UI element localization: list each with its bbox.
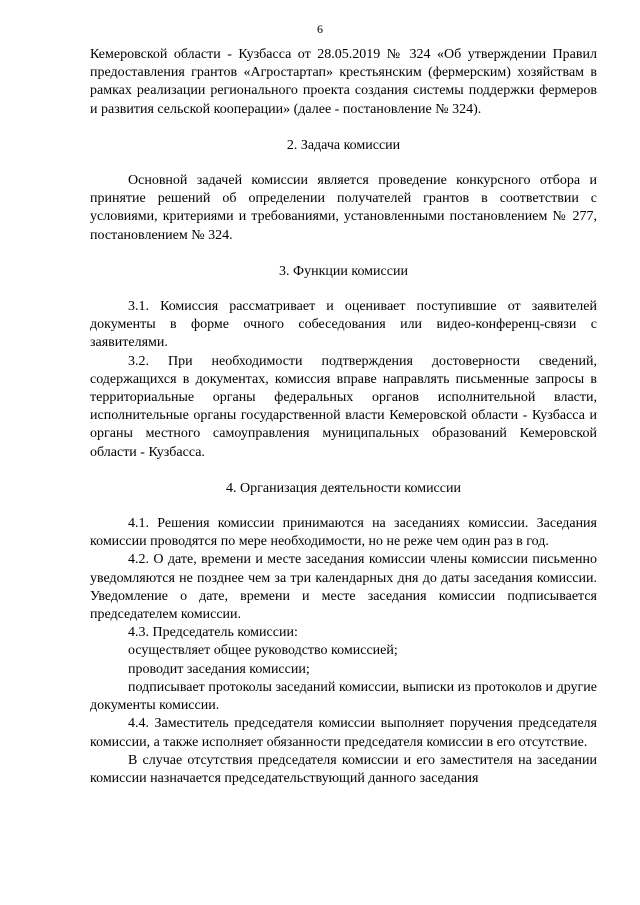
section-4-paragraph-6: подписывает протоколы заседаний комиссии, выписки из протоколов и другие документы комиссии. bbox=[90, 679, 597, 714]
section-4-heading: 4. Организация деятельности комиссии bbox=[226, 480, 461, 496]
section-4-paragraph-5: проводит заседания комиссии; bbox=[128, 661, 310, 677]
section-4-paragraph-2: 4.2. О дате, времени и месте заседания комиссии члены комиссии письменно уведомляются не позднее чем за три календарных дня до даты заседания комиссии. Уведомление о дате, времени и месте заседания комиссии подписывается председателем комиссии. bbox=[90, 552, 597, 623]
section-4-paragraph-4: осуществляет общее руководство комиссией; bbox=[128, 643, 398, 659]
document-body bbox=[90, 46, 597, 788]
section-4-paragraph-1: 4.1. Решения комиссии принимаются на заседаниях комиссии. Заседания комиссии проводятся по мере необходимости, но не реже чем один раз в год. bbox=[90, 516, 597, 550]
section-4-paragraph-8: В случае отсутствия председателя комиссии и его заместителя на заседании комиссии назначается председательствующий данного заседания bbox=[90, 752, 597, 786]
section-3-heading: 3. Функции комиссии bbox=[279, 263, 408, 279]
page-number: 6 bbox=[317, 22, 323, 36]
section-2-paragraph: Основной задачей комиссии является проведение конкурсного отбора и принятие решений об определении получателей грантов в соответствии с условиями, критериями и требованиями, установленными постановлением № 277, постановлением № 324. bbox=[90, 173, 597, 243]
section-2-heading: 2. Задача комиссии bbox=[286, 137, 401, 153]
section-3-paragraph-2: 3.2. При необходимости подтверждения достоверности сведений, содержащихся в документах, комиссия вправе направлять письменные запросы в территориальные органы федеральных органов исполнительной власти, исполнительные органы государственной власти Кемеровской области - Кузбасса и органы местного самоуправления муниципальных образований Кемеровской области - Кузбасса. bbox=[90, 353, 597, 460]
section-4-paragraph-7: 4.4. Заместитель председателя комиссии выполняет поручения председателя комиссии, а также исполняет обязанности председателя комиссии в его отсутствие. bbox=[90, 716, 597, 750]
section-3-paragraph-1: 3.1. Комиссия рассматривает и оценивает поступившие от заявителей документы в форме очного собеседования или видео-конференц-связи с заявителями. bbox=[90, 299, 597, 351]
paragraph-intro: Кемеровской области - Кузбасса от 28.05.2019 № 324 «Об утверждении Правил предоставления грантов «Агростартап» крестьянским (фермерским) хозяйствам в рамках реализации регионального проекта создания системы поддержки фермеров и развития сельской кооперации» (далее - постановление № 324). bbox=[90, 47, 597, 117]
section-4-paragraph-3: 4.3. Председатель комиссии: bbox=[128, 625, 298, 641]
